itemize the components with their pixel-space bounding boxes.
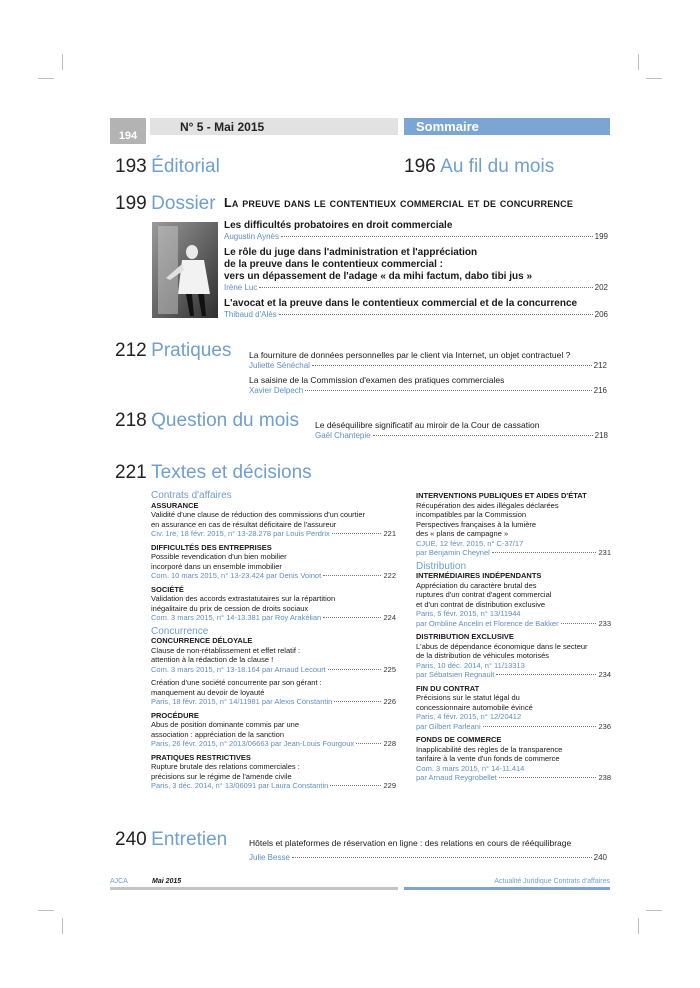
page-ref: 236 — [598, 721, 611, 731]
author: par Sébatsien Regnault — [416, 670, 495, 679]
list-item[interactable] — [249, 350, 607, 370]
article-title: Le rôle du juge dans l'administration et l'appréciation — [224, 247, 478, 258]
crop-mark — [638, 54, 639, 70]
footer-journal: AJCA — [110, 878, 152, 890]
author-row — [249, 386, 607, 395]
author-row — [224, 283, 608, 292]
list-item[interactable] — [151, 501, 396, 539]
list-item[interactable] — [151, 711, 396, 749]
page-ref: 233 — [598, 618, 611, 628]
case-reference-row — [151, 739, 396, 749]
textes-right-column — [416, 491, 611, 787]
entry-text: précisions sur le régime de l'amende civile — [151, 771, 292, 781]
rubric-label: PRATIQUES RESTRICTIVES — [151, 752, 251, 762]
author-row — [416, 548, 611, 558]
case-reference: Com. 3 mars 2015, n° 14-13.381 par Roy Arakélian — [151, 613, 322, 622]
section-entretien[interactable] — [115, 829, 227, 851]
page-ref: 221 — [383, 529, 396, 538]
rubric-label: PROCÉDURE — [151, 710, 199, 720]
page-ref: 218 — [594, 431, 608, 440]
section-number: 199 — [115, 193, 147, 214]
page-ref: 222 — [383, 571, 396, 580]
entry-text: inégalitaire du prix de cession de droits sociaux — [151, 603, 309, 613]
entry-text: incorporé dans un ensemble immobilier — [151, 561, 282, 571]
page-ref: 229 — [383, 781, 396, 790]
category-heading: Distribution — [416, 560, 467, 572]
dossier-articles — [224, 220, 608, 319]
category-heading: Contrats d'affaires — [151, 490, 232, 501]
rubric-label: FONDS DE COMMERCE — [416, 735, 502, 744]
list-item[interactable] — [416, 571, 611, 628]
case-reference: Paris, 26 févr. 2015, n° 2013/06663 par Jean-Louis Fourgoux — [151, 739, 355, 748]
case-reference: Civ. 1re, 18 févr. 2015, n° 13-28.278 par Louis Perdrix — [151, 529, 330, 538]
case-reference: Paris, 5 févr. 2015, n° 13/11944 — [416, 609, 521, 618]
entry-text: attention à la rédaction de la clause ! — [151, 655, 274, 664]
crop-mark — [638, 918, 639, 934]
list-item[interactable] — [224, 220, 608, 241]
rubric-label: SOCIÉTÉ — [151, 584, 184, 594]
case-reference-row — [151, 665, 396, 675]
entry-text: Perspectives françaises à la lumière — [416, 519, 537, 529]
entry-text: Validation des accords extrastatutaires sur la répartition — [151, 594, 336, 603]
section-title: Textes et décisions — [151, 462, 312, 483]
author-row — [416, 773, 611, 783]
case-reference: CJUE, 12 févr. 2015, n° C-37/17 — [416, 538, 524, 548]
entry-text: Appréciation du caractère brutal des — [416, 580, 537, 590]
case-reference-row — [151, 697, 396, 707]
crop-mark — [38, 910, 54, 911]
section-question[interactable] — [115, 410, 299, 432]
crop-mark — [62, 54, 63, 70]
article-title: La fourniture de données personnelles par le client via Internet, un objet contractuel ? — [249, 350, 571, 360]
section-au-fil[interactable] — [404, 156, 554, 178]
rubric-label: DIFFICULTÉS DES ENTREPRISES — [151, 542, 272, 552]
entry-text: Création d'une société concurrente par son gérant : — [151, 678, 322, 687]
rubric-label: INTERVENTIONS PUBLIQUES ET AIDES D'ÉTAT — [416, 491, 587, 500]
pratiques-articles — [249, 350, 607, 395]
author-row — [315, 431, 608, 440]
page-ref: 240 — [593, 853, 607, 862]
entry-text: Précisions sur le statut légal du — [416, 693, 520, 702]
article-title: Les difficultés probatoires en droit commerciale — [224, 220, 453, 231]
author: par Gilbert Parleani — [416, 721, 481, 731]
author-row — [416, 670, 611, 680]
entry-text: Rupture brutale des relations commerciales : — [151, 762, 300, 771]
author-row — [224, 232, 608, 241]
section-number: 196 — [404, 156, 436, 177]
page-ref: 199 — [594, 232, 608, 241]
author-row — [416, 722, 611, 732]
page-ref: 226 — [383, 697, 396, 706]
entry-text: Récupération des aides illégales déclarées — [416, 500, 559, 510]
case-reference-row — [151, 781, 396, 791]
section-title: Pratiques — [151, 340, 232, 361]
entry-text: Possible revendication d'un bien mobilier — [151, 552, 287, 561]
case-reference-row — [151, 529, 396, 539]
list-item[interactable] — [249, 838, 607, 862]
section-title: Dossier — [151, 193, 216, 214]
rubric-label: INTERMÉDIAIRES INDÉPENDANTS — [416, 571, 542, 580]
article-title: Le déséquilibre significatif au miroir de la Cour de cassation — [315, 420, 540, 430]
list-item[interactable] — [151, 636, 396, 674]
page-ref: 202 — [594, 283, 608, 292]
case-reference-row — [151, 571, 396, 581]
author-row — [249, 361, 607, 370]
author: Gaël Chantepie — [315, 431, 371, 440]
entry-text: manquement au devoir de loyauté — [151, 687, 265, 697]
textes-left-column — [151, 491, 396, 795]
author: Xavier Delpech — [249, 386, 304, 395]
page-ref: 234 — [598, 670, 611, 679]
article-title: Hôtels et plateformes de réservation en ligne : des relations en cours de rééquilibrage — [249, 838, 572, 848]
page-ref: 224 — [383, 613, 396, 622]
case-reference: Paris, 4 févr. 2015, n° 12/20412 — [416, 712, 522, 721]
entry-text: ruptures d'un contrat d'agent commercial — [416, 590, 552, 599]
crop-mark — [62, 918, 63, 934]
case-reference: Com. 3 mars 2015, n° 13-18.164 par Arnaud Lecourt — [151, 664, 326, 674]
list-item[interactable] — [416, 735, 611, 783]
page-ref: 228 — [383, 739, 396, 748]
section-number: 212 — [115, 340, 147, 361]
entry-text: tarifaire à la vente d'un fonds de commerce — [416, 754, 560, 763]
crop-mark — [646, 910, 662, 911]
section-label: Sommaire — [416, 119, 479, 134]
author: Augustin Aynès — [224, 232, 280, 241]
entry-text: des « plans de campagne » — [416, 529, 509, 538]
entry-text: de la distribution de véhicules motorisés — [416, 651, 549, 660]
page-ref: 212 — [593, 361, 607, 370]
page-ref: 225 — [383, 664, 396, 674]
rubric-label: CONCURRENCE DÉLOYALE — [151, 636, 253, 645]
category-heading: Concurrence — [151, 625, 209, 637]
list-item[interactable] — [416, 684, 611, 732]
case-reference-row — [151, 613, 396, 623]
entry-text: association : appréciation de la sanction — [151, 729, 285, 739]
list-item[interactable] — [224, 298, 608, 319]
footer-date: Mai 2015 — [152, 878, 398, 890]
author-row — [249, 853, 607, 862]
section-title: Au fil du mois — [440, 156, 555, 177]
entry-text: Clause de non-rétablissement et effet relatif : — [151, 645, 301, 655]
list-item[interactable] — [151, 585, 396, 623]
entry-text: et d'un contrat de distribution exclusive — [416, 599, 546, 609]
crop-mark — [646, 78, 662, 79]
author: par Benjamin Cheynel — [416, 548, 490, 557]
page-ref: 216 — [593, 386, 607, 395]
entry-text: Abus de position dominante commis par une — [151, 720, 300, 729]
list-item[interactable] — [151, 543, 396, 581]
list-item[interactable] — [151, 678, 396, 707]
issue-label: N° 5 - Mai 2015 — [180, 120, 265, 134]
rubric-label: FIN DU CONTRAT — [416, 683, 480, 693]
list-item[interactable] — [249, 375, 607, 395]
author: Thibaud d'Alès — [224, 310, 277, 319]
section-number: 218 — [115, 410, 147, 431]
author-row — [416, 619, 611, 629]
dossier-photo — [152, 222, 218, 318]
section-number: 240 — [115, 829, 147, 850]
entry-text: L'abus de dépendance économique dans le secteur — [416, 641, 588, 651]
section-dossier[interactable] — [115, 193, 216, 215]
page-ref: 231 — [598, 548, 611, 557]
list-item[interactable] — [416, 491, 611, 558]
section-editorial[interactable] — [115, 156, 220, 178]
page-number: 194 — [110, 118, 146, 144]
section-pratiques[interactable] — [115, 340, 231, 362]
footer-title: Actualité Juridique Contrats d'affaires — [404, 878, 610, 890]
list-item[interactable] — [224, 247, 608, 292]
page-ref: 238 — [598, 773, 611, 782]
rubric-label: DISTRIBUTION EXCLUSIVE — [416, 632, 514, 641]
entry-text: incompatibles par la Commission — [416, 510, 527, 519]
section-title: Question du mois — [151, 410, 300, 431]
article-title: vers un dépassement de l'adage « da mihi factum, dabo tibi jus » — [224, 271, 533, 282]
case-reference: Paris, 3 déc. 2014, n° 13/06091 par Laura Constantin — [151, 781, 329, 790]
case-reference: Paris, 18 févr. 2015, n° 14/11981 par Alexis Constantin — [151, 697, 333, 706]
entry-text: concessionnaire automobile évincé — [416, 702, 533, 712]
article-title: L'avocat et la preuve dans le contentieux commercial et de la concurrence — [224, 298, 578, 309]
section-number: 221 — [115, 462, 147, 483]
article-title: de la preuve dans le contentieux commercial : — [224, 259, 443, 270]
author: Irène Luc — [224, 283, 258, 292]
page-ref: 206 — [594, 310, 608, 319]
author-row — [224, 310, 608, 319]
case-reference: Paris, 10 déc. 2014, n° 11/13313 — [416, 660, 525, 670]
case-reference: Com. 10 mars 2015, n° 13-23.424 par Denis Voinot — [151, 571, 322, 580]
rubric-label: ASSURANCE — [151, 500, 199, 510]
article-title: La saisine de la Commission d'examen des pratiques commerciales — [249, 375, 505, 385]
author: par Arnaud Reygrobellet — [416, 773, 497, 782]
section-title: Éditorial — [151, 156, 220, 177]
author: par Ombline Ancelin et Florence de Bakker — [416, 618, 559, 628]
section-textes[interactable] — [115, 462, 312, 484]
crop-mark — [38, 78, 54, 79]
list-item[interactable] — [315, 420, 608, 440]
author: Julie Besse — [249, 853, 290, 862]
case-reference: Com. 3 mars 2015, n° 14-11.414 — [416, 763, 525, 773]
section-number: 193 — [115, 156, 147, 177]
list-item[interactable] — [416, 632, 611, 680]
author: Juliette Sénéchal — [249, 361, 310, 370]
section-title: Entretien — [151, 829, 228, 850]
entry-text: Inapplicabilité des règles de la transparence — [416, 744, 563, 754]
dossier-theme: La preuve dans le contentieux commercial et de concurrence — [224, 196, 574, 210]
entry-text: Validité d'une clause de réduction des commissions d'un courtier — [151, 510, 366, 519]
entry-text: en assurance en cas de résultat déficitaire de l'assureur — [151, 519, 337, 529]
list-item[interactable] — [151, 753, 396, 791]
